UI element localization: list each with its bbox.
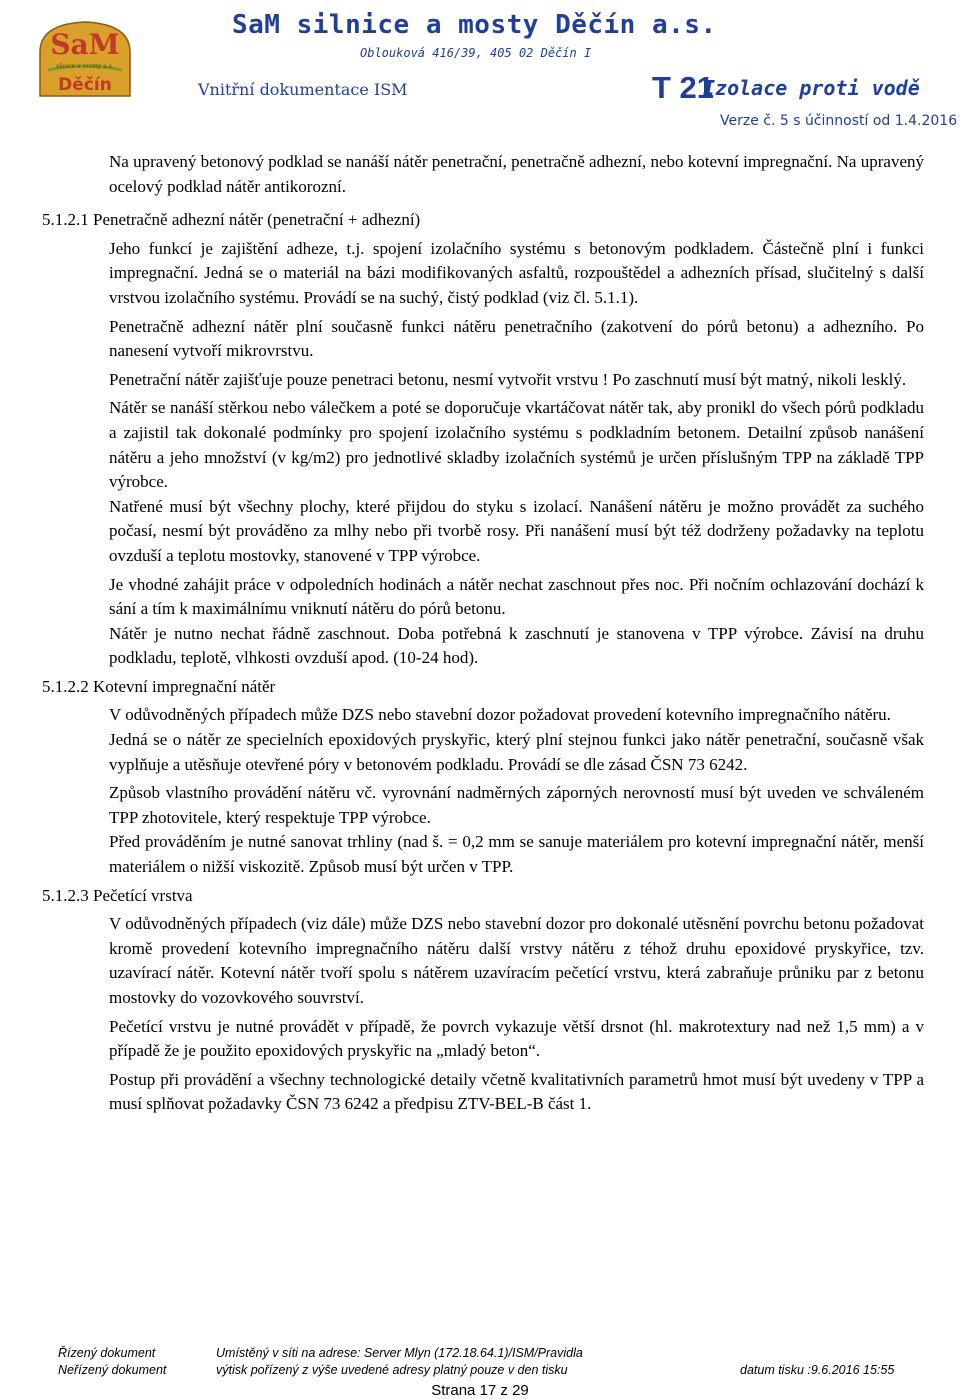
- section-heading-5123: 5.1.2.3 Pečetící vrstva: [42, 885, 193, 905]
- page-header: [0, 0, 960, 135]
- document-version: Verze č. 5 s účinností od 1.4.2016: [720, 113, 958, 129]
- paragraph: Je vhodné zahájit práce v odpoledních hodinách a nátěr nechat zaschnout přes noc. Při nočním ochlazování dochází k sání a tím k maximálnímu vniknutí nátěru do pórů betonu.: [109, 574, 924, 619]
- paragraph: V odůvodněných případech (viz dále) může DZS nebo stavební dozor pro dokonalé utěsnění povrchu betonu požadovat kromě provedení kotevního impregnačního nátěru další vrstvy nátěru z téhož druhu epoxidové pryskyřice, tzv. uzavírací nátěr. Kotevní nátěr tvoří spolu s nátěrem uzavíracím pečetící vrstvu, která zabraňuje průniku par z betonu mostovky do vozovkového souvrství.: [109, 914, 924, 1007]
- footer-controlled: Řízený dokument: [58, 1346, 156, 1360]
- logo-text-top: SaM: [50, 28, 120, 61]
- company-address: Oblouková 416/39, 405 02 Děčín I: [360, 46, 592, 60]
- footer-excerpt-note: výtisk pořízený z výše uvedené adresy platný pouze v den tisku: [216, 1363, 568, 1377]
- paragraph: Nátěr se nanáší stěrkou nebo válečkem a poté se doporučuje vkartáčovat nátěr tak, aby pronikl do všech pórů podkladu a zajistil tak dokonalé podmínky pro spojení izolačního systému s podkladním betonem. Detailní způsob nanášení nátěru a jeho množství (v kg/m2) pro jednotlivé skladby izolačních systémů je určen příslušným TPP na základě TPP výrobce.: [109, 398, 924, 492]
- document-body: [0, 150, 960, 1117]
- paragraph: Způsob vlastního provádění nátěru vč. vyrovnání nadměrných záporných nerovností musí být uveden ve schváleném TPP zhotovitele, který respektuje TPP výrobce.: [109, 783, 924, 827]
- company-name: SaM silnice a mosty Děčín a.s.: [232, 10, 717, 40]
- paragraph: Před prováděním je nutné sanovat trhliny (nad š. = 0,2 mm se sanuje materiálem pro kotevní impregnační nátěr, menší materiálem o nižší viskozitě. Způsob musí být určen v TPP.: [109, 832, 924, 877]
- logo-text-middle: silnice a mosty a.s.: [56, 63, 114, 70]
- paragraph: Jeho funkcí je zajištění adheze, t.j. spojení izolačního systému s betonovým podkladem. Částečně plní i funkci impregnační. Jedná se o materiál na bázi modifikovaných asfaltů, rozpouštědel a adhezních přísad, slučitelný s další vrstvou izolačního systému. Provádí se na suchý, čistý podklad (viz čl. 5.1.1).: [109, 238, 924, 307]
- paragraph: Pečetící vrstvu je nutné provádět v případě, že povrch vykazuje větší drsnot (hl. makrotextury nad než 1,5 mm) a v případě že je použito epoxidových pryskyřic na „mladý beton“.: [109, 1016, 924, 1061]
- section-heading-5121: 5.1.2.1 Penetračně adhezní nátěr (penetrační + adhezní): [42, 210, 421, 230]
- section-heading-5122: 5.1.2.2 Kotevní impregnační nátěr: [42, 676, 276, 696]
- document-type: Vnitřní dokumentace ISM: [198, 80, 408, 99]
- logo-text-bottom: Děčín: [58, 75, 112, 95]
- page-footer: [0, 1346, 960, 1398]
- paragraph: Penetrační nátěr zajišťuje pouze penetraci betonu, nesmí vytvořit vrstvu ! Po zaschnutí musí být matný, nikoli lesklý.: [109, 369, 907, 389]
- paragraph: Natřené musí být všechny plochy, které přijdou do styku s izolací. Nanášení nátěru je možno provádět za suchého počasí, nesmí být prováděno za mlhy nebo při tvorbě rosy. Při nanášení musí být též dodrženy požadavky na teplotu ovzduší a teplotu mostovky, stanovené v TPP výrobce.: [109, 496, 924, 565]
- document-title: Izolace proti vodě: [703, 76, 920, 100]
- paragraph: V odůvodněných případech může DZS nebo stavební dozor požadovat provedení kotevního impregnačního nátěru.: [109, 705, 891, 725]
- footer-location: Umístěný v síti na adrese: Server Mlyn (172.18.64.1)/ISM/Pravidla: [216, 1346, 583, 1360]
- paragraph-intro: Na upravený betonový podklad se nanáší nátěr penetrační, penetračně adhezní, nebo kotevní impregnační. Na upravený ocelový podklad nátěr antikorozní.: [109, 152, 924, 196]
- company-logo: [34, 18, 136, 102]
- footer-uncontrolled: Neřízený dokument: [58, 1363, 167, 1377]
- page-number: Strana 17 z 29: [431, 1382, 529, 1399]
- paragraph: Penetračně adhezní nátěr plní současně funkci nátěru penetračního (zakotvení do pórů betonu) a adhezního. Po nanesení vytvoří mikrovrstvu.: [109, 316, 924, 361]
- paragraph: Nátěr je nutno nechat řádně zaschnout. Doba potřebná k zaschnutí je stanovena v TPP výrobce. Závisí na druhu podkladu, teplotě, vlhkosti ovzduší apod. (10-24 hod).: [109, 623, 924, 668]
- document-code: T 21: [652, 70, 715, 105]
- paragraph: Postup při provádění a všechny technologické detaily včetně kvalitativních parametrů hmot musí být uvedeny v TPP a musí splňovat požadavky ČSN 73 6242 a předpisu ZTV-BEL-B část 1.: [109, 1069, 924, 1114]
- paragraph: Jedná se o nátěr ze specielních epoxidových pryskyřic, který plní stejnou funkci jako nátěr penetrační, současně však vyplňuje a utěsňuje otevřené póry v betonovém podkladu. Provádí se dle zásad ČSN 73 6242.: [109, 730, 924, 774]
- footer-print-date: datum tisku :9.6.2016 15:55: [740, 1363, 895, 1377]
